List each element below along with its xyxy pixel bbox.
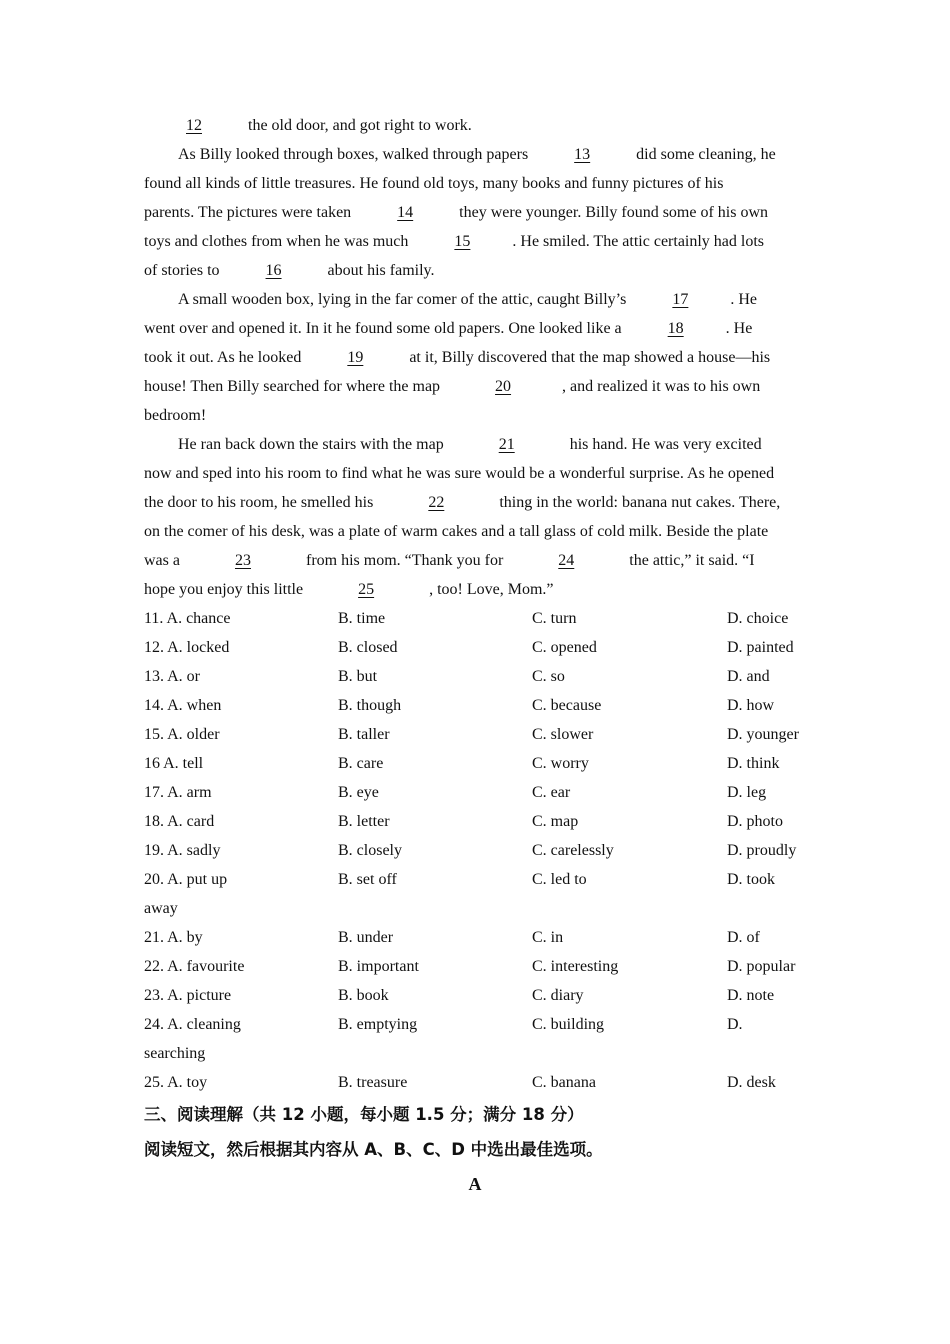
passage-text: , and realized it was to his own — [562, 378, 761, 395]
passage-text: the old door, and got right to work. — [244, 117, 472, 134]
option-a: 14. A. when — [144, 697, 222, 714]
option-d: D. took — [727, 871, 775, 888]
passage-text: did some cleaning, he — [632, 146, 776, 163]
option-b: B. but — [338, 668, 378, 685]
option-a: 20. A. put up — [144, 871, 228, 888]
option-b: B. taller — [338, 726, 390, 743]
passage-text: hope you enjoy this little — [144, 581, 308, 598]
passage-text: about his family. — [323, 262, 435, 279]
option-row — [144, 1010, 806, 1039]
option-row — [144, 720, 806, 749]
option-d: D. proudly — [727, 842, 797, 859]
option-a: 25. A. toy — [144, 1074, 208, 1091]
option-c: C. so — [532, 668, 565, 685]
option-a: 13. A. or — [144, 668, 200, 685]
option-c: C. opened — [532, 639, 597, 656]
passage-line — [144, 430, 806, 459]
option-c: C. in — [532, 929, 564, 946]
option-c: C. diary — [532, 987, 584, 1004]
option-continuation — [144, 1039, 806, 1068]
option-a: 24. A. cleaning — [144, 1016, 241, 1033]
option-row — [144, 807, 806, 836]
passage-line: found all kinds of little treasures. He found old toys, many books and funny pictures of his — [144, 175, 724, 192]
passage-line — [144, 343, 806, 372]
option-d: D. and — [727, 668, 770, 685]
option-row — [144, 633, 806, 662]
passage-line — [144, 198, 806, 227]
passage-text: A small wooden box, lying in the far comer of the attic, caught Billy’s — [178, 291, 631, 308]
option-row — [144, 662, 806, 691]
options-list — [144, 604, 806, 1097]
option-a: 11. A. chance — [144, 610, 231, 627]
option-c: C. led to — [532, 871, 587, 888]
passage-line — [144, 546, 806, 575]
passage-line — [144, 488, 806, 517]
passage-text: went over and opened it. In it he found some old papers. One looked like a — [144, 320, 626, 337]
option-a: 12. A. locked — [144, 639, 230, 656]
blank-23: 23 — [234, 552, 251, 569]
option-d: D. of — [727, 929, 760, 946]
option-row — [144, 952, 806, 981]
passage-line — [144, 227, 806, 256]
option-b: B. closed — [338, 639, 398, 656]
option-b: B. eye — [338, 784, 379, 801]
passage-line — [144, 111, 806, 140]
option-wrap-text: searching — [144, 1045, 206, 1062]
section-instruction: 阅读短文，然后根据其内容从 A、B、C、D 中选出最佳选项。 — [144, 1140, 603, 1159]
passage-line — [144, 140, 806, 169]
blank-16: 16 — [265, 262, 282, 279]
passage-line — [144, 575, 806, 604]
option-b: B. book — [338, 987, 389, 1004]
option-row — [144, 778, 806, 807]
option-b: B. closely — [338, 842, 402, 859]
option-c: C. worry — [532, 755, 589, 772]
passage-text: . He — [730, 291, 758, 308]
option-c: C. because — [532, 697, 602, 714]
passage-text: they were younger. Billy found some of his own — [455, 204, 769, 221]
option-row — [144, 865, 806, 894]
option-d: D. younger — [727, 726, 799, 743]
option-d: D. how — [727, 697, 775, 714]
blank-25: 25 — [358, 581, 375, 598]
option-row — [144, 981, 806, 1010]
blank-20: 20 — [495, 378, 512, 395]
option-d: D. leg — [727, 784, 767, 801]
exam-page — [144, 111, 806, 1202]
passage-text: at it, Billy discovered that the map showed a house—his — [405, 349, 771, 366]
option-c: C. ear — [532, 784, 571, 801]
option-continuation — [144, 894, 806, 923]
passage-line — [144, 256, 806, 285]
passage-text: took it out. As he looked — [144, 349, 306, 366]
blank-14: 14 — [397, 204, 414, 221]
passage-line — [144, 314, 806, 343]
option-b: B. though — [338, 697, 402, 714]
passage-text: his hand. He was very excited — [565, 436, 762, 453]
option-d: D. painted — [727, 639, 794, 656]
option-d: D. think — [727, 755, 780, 772]
passage-text: house! Then Billy searched for where the map — [144, 378, 445, 395]
option-a: 21. A. by — [144, 929, 203, 946]
option-c: C. interesting — [532, 958, 619, 975]
blank-17: 17 — [672, 291, 689, 308]
option-b: B. care — [338, 755, 384, 772]
passage-text: As Billy looked through boxes, walked through papers — [178, 146, 533, 163]
passage-text: . He smiled. The attic certainly had lots — [512, 233, 765, 250]
blank-18: 18 — [667, 320, 684, 337]
passage-line: now and sped into his room to find what he was sure would be a wonderful surprise. As he opened — [144, 465, 775, 482]
option-c: C. slower — [532, 726, 594, 743]
option-row — [144, 691, 806, 720]
blank-12: 12 — [186, 117, 202, 134]
passage-line — [144, 372, 806, 401]
option-d: D. note — [727, 987, 775, 1004]
option-wrap-text: away — [144, 900, 178, 917]
option-d: D. — [727, 1016, 743, 1033]
blank-19: 19 — [347, 349, 364, 366]
option-b: B. treasure — [338, 1074, 408, 1091]
option-row — [144, 749, 806, 778]
option-c: C. map — [532, 813, 579, 830]
option-c: C. turn — [532, 610, 577, 627]
passage-line — [144, 285, 806, 314]
passage-text: , too! Love, Mom.” — [425, 581, 554, 598]
option-d: D. choice — [727, 610, 789, 627]
option-a: 22. A. favourite — [144, 958, 245, 975]
option-d: D. desk — [727, 1074, 776, 1091]
option-a: 18. A. card — [144, 813, 215, 830]
option-d: D. popular — [727, 958, 796, 975]
passage-text: was a — [144, 552, 184, 569]
blank-15: 15 — [454, 233, 471, 250]
passage-text: . He — [725, 320, 753, 337]
option-c: C. building — [532, 1016, 605, 1033]
passage-text: from his mom. “Thank you for — [301, 552, 508, 569]
option-c: C. banana — [532, 1074, 596, 1091]
blank-22: 22 — [428, 494, 445, 511]
passage-text: the attic,” it said. “I — [625, 552, 755, 569]
option-b: B. emptying — [338, 1016, 418, 1033]
option-row — [144, 604, 806, 633]
option-b: B. under — [338, 929, 394, 946]
option-c: C. carelessly — [532, 842, 614, 859]
option-row — [144, 836, 806, 865]
blank-21: 21 — [498, 436, 515, 453]
passage-text: toys and clothes from when he was much — [144, 233, 413, 250]
option-a: 19. A. sadly — [144, 842, 221, 859]
passage-line: on the comer of his desk, was a plate of warm cakes and a tall glass of cold milk. Beside the plate — [144, 523, 769, 540]
passage-text: He ran back down the stairs with the map — [178, 436, 448, 453]
option-a: 17. A. arm — [144, 784, 212, 801]
option-row — [144, 1068, 806, 1097]
passage-text: parents. The pictures were taken — [144, 204, 356, 221]
option-a: 23. A. picture — [144, 987, 232, 1004]
option-b: B. set off — [338, 871, 397, 888]
option-b: B. time — [338, 610, 386, 627]
blank-24: 24 — [558, 552, 575, 569]
passage-text: the door to his room, he smelled his — [144, 494, 378, 511]
option-b: B. letter — [338, 813, 390, 830]
option-row — [144, 923, 806, 952]
option-d: D. photo — [727, 813, 783, 830]
passage-text: thing in the world: banana nut cakes. There, — [495, 494, 781, 511]
section-title: 三、阅读理解（共 12 小题，每小题 1.5 分；满分 18 分） — [144, 1105, 584, 1124]
blank-13: 13 — [574, 146, 591, 163]
passage-letter: A — [468, 1174, 482, 1194]
passage-text: of stories to — [144, 262, 224, 279]
option-a: 16 A. tell — [144, 755, 204, 772]
passage-line: bedroom! — [144, 407, 207, 424]
option-a: 15. A. older — [144, 726, 220, 743]
option-b: B. important — [338, 958, 419, 975]
